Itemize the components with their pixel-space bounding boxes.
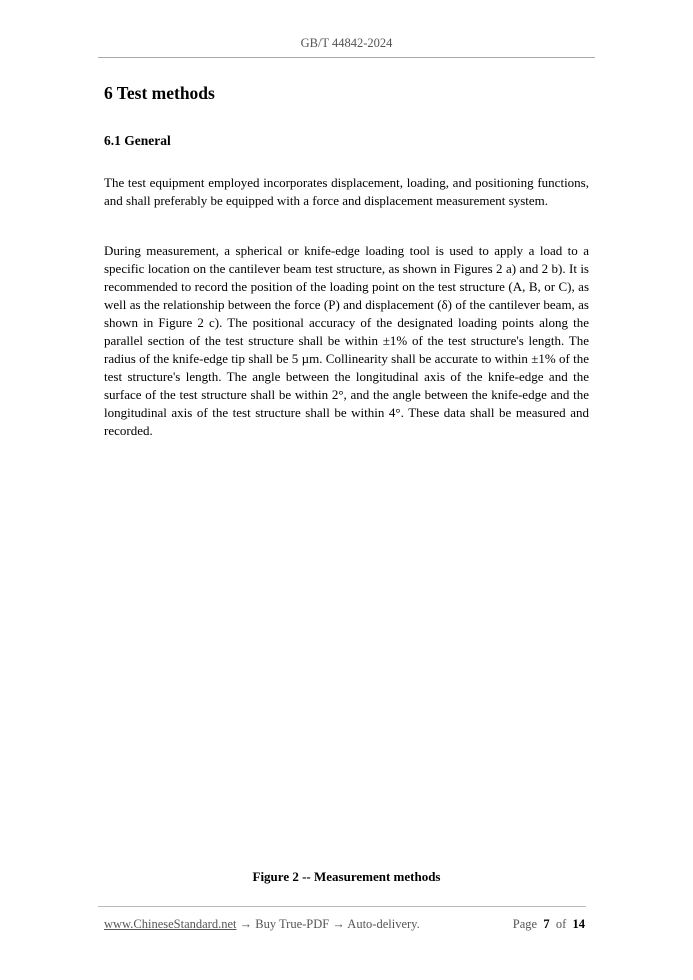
footer-divider (98, 906, 586, 907)
document-code-header: GB/T 44842-2024 (300, 36, 393, 50)
header-divider (98, 57, 595, 58)
page-of: of (555, 917, 567, 931)
paragraph-equipment: The test equipment employed incorporates displacement, loading, and positioning functions, and shall preferably be equipped with a force and displacement measurement system. (104, 175, 589, 208)
page-indicator (513, 917, 585, 932)
footer-left (104, 917, 420, 932)
paragraph-measurement: During measurement, a spherical or knife-edge loading tool is used to apply a load to a specific location on the cantilever beam test structure, as shown in Figures 2 a) and 2 b). It is recommended to record the position of the loading point on the test structure (A, B, or C), as well as the relationship between the force (P) and displacement (δ) of the cantilever beam, as shown in Figure 2 c). The positional accuracy of the designated loading points along the parallel section of the test structure shall be within ±1% of the test structure's length. The radius of the knife-edge tip shall be 5 µm. Collinearity shall be accurate to within ±1% of the test structure's length. The angle between the longitudinal axis of the knife-edge and the surface of the test structure shall be within 2°, and the angle between the knife-edge and the longitudinal axis of the test structure shall be within 4°. These data shall be measured and recorded. (104, 243, 589, 438)
section-title: 6 Test methods (104, 83, 215, 103)
page-current: 7 (543, 917, 550, 931)
footer-tagline: → Buy True-PDF → Auto-delivery. (236, 917, 420, 931)
figure-caption: Figure 2 -- Measurement methods (252, 869, 441, 884)
page-label: Page (512, 917, 538, 931)
page-total: 14 (572, 917, 585, 931)
subsection-title: 6.1 General (104, 133, 171, 148)
website-link[interactable]: www.ChineseStandard.net (104, 917, 237, 931)
